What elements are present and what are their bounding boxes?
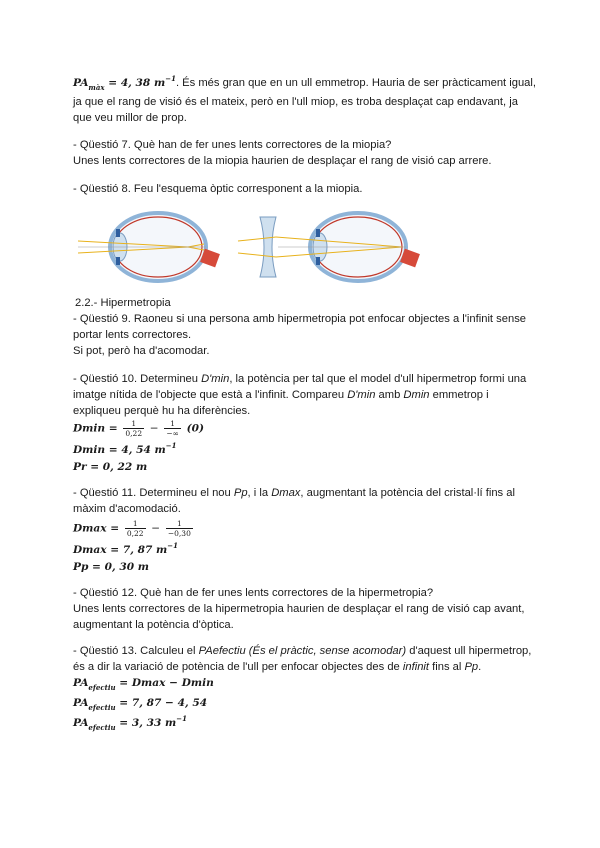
equation-pp: Pp = 0, 30 m — [73, 561, 150, 573]
uncorrected-eye — [78, 213, 220, 281]
question-13: - Qüestió 13. Calculeu el PAefectiu (És el pràctic, sense acomodar) d'aquest ull hipermetrop, — [73, 645, 532, 657]
equation-pa-efectiu: $PA_{efectiu} = Dmax - Dmin$ — [73, 677, 214, 692]
answer-12: Unes lents correctores de la hipermetropia haurien de desplaçar el rang de visió cap avant, — [73, 603, 525, 615]
paragraph-line: ja que el rang de visió és el mateix, però en l'ull miop, es troba desplaçat cap endavant, ja — [73, 96, 518, 108]
question-10-cont: expliqueu perquè hu ha diferències. — [73, 405, 251, 417]
question-11: - Qüestió 11. Determineu el nou Pp, i la Dmax, augmentant la potència del cristal·lí fins al — [73, 487, 515, 499]
paragraph-line: que veu millor de prop. — [73, 112, 187, 124]
question-13-cont: és a dir la variació de potència de l'ull per enfocar objectes des de infinit fins al Pp. — [73, 661, 482, 673]
equation-dmin-result: Dmin = 4, 54 $m^{-1}$ — [73, 441, 177, 456]
question-8: - Qüestió 8. Feu l'esquema òptic corresponent a la miopia. — [73, 183, 363, 195]
answer-12-cont: augmentant la potència d'òptica. — [73, 619, 234, 631]
question-12: - Qüestió 12. Què han de fer unes lents correctores de la hipermetropia? — [73, 587, 434, 599]
question-10: - Qüestió 10. Determineu D'min, la potència per tal que el model d'ull hipermetrop formi una — [73, 373, 527, 385]
myopia-diagram — [78, 207, 458, 287]
question-11-cont: màxim d'acomodació. — [73, 503, 181, 515]
question-9: - Qüestió 9. Raoneu si una persona amb hipermetropia pot enfocar objectes a l'infinit sense — [73, 313, 527, 325]
answer-9: Si pot, però ha d'acomodar. — [73, 345, 210, 357]
section-heading: 2.2.- Hipermetropia — [75, 297, 171, 309]
question-10-cont: imatge nítida de l'objecte que està a l'infinit. Compareu D'min amb Dmin emmetrop i — [73, 389, 489, 401]
question-9-cont: portar lents correctores. — [73, 329, 192, 341]
equation-pa-max: $PA_{màx} = 4$, 38 $m^{-1}$. És més gran que en un ull emmetrop. Hauria de ser pràcticament igual, — [73, 74, 536, 92]
equation-pr: Pr = 0, 22 m — [73, 461, 148, 473]
equation-dmin: Dmin = $\frac{1}{0,22}$ − $\frac{1}{-\infty}$ (0) — [73, 419, 205, 438]
equation-dmax: Dmax = $\frac{1}{0,22}$ − $\frac{1}{-0,30}$ — [73, 519, 191, 538]
equation-pa-efectiu-result: $PA_{efectiu} = 3$, 33 $m^{-1}$ — [73, 714, 187, 732]
equation-pa-efectiu-values: $PA_{efectiu} = 7$, 87 − 4, 54 — [73, 697, 208, 712]
question-7: - Qüestió 7. Què han de fer unes lents correctores de la miopia? — [73, 139, 392, 151]
answer-7: Unes lents correctores de la miopia haurien de desplaçar el rang de visió cap arrere. — [73, 155, 492, 167]
equation-dmax-result: Dmax = 7, 87 $m^{-1}$ — [73, 541, 178, 556]
concave-lens-icon — [260, 217, 276, 277]
